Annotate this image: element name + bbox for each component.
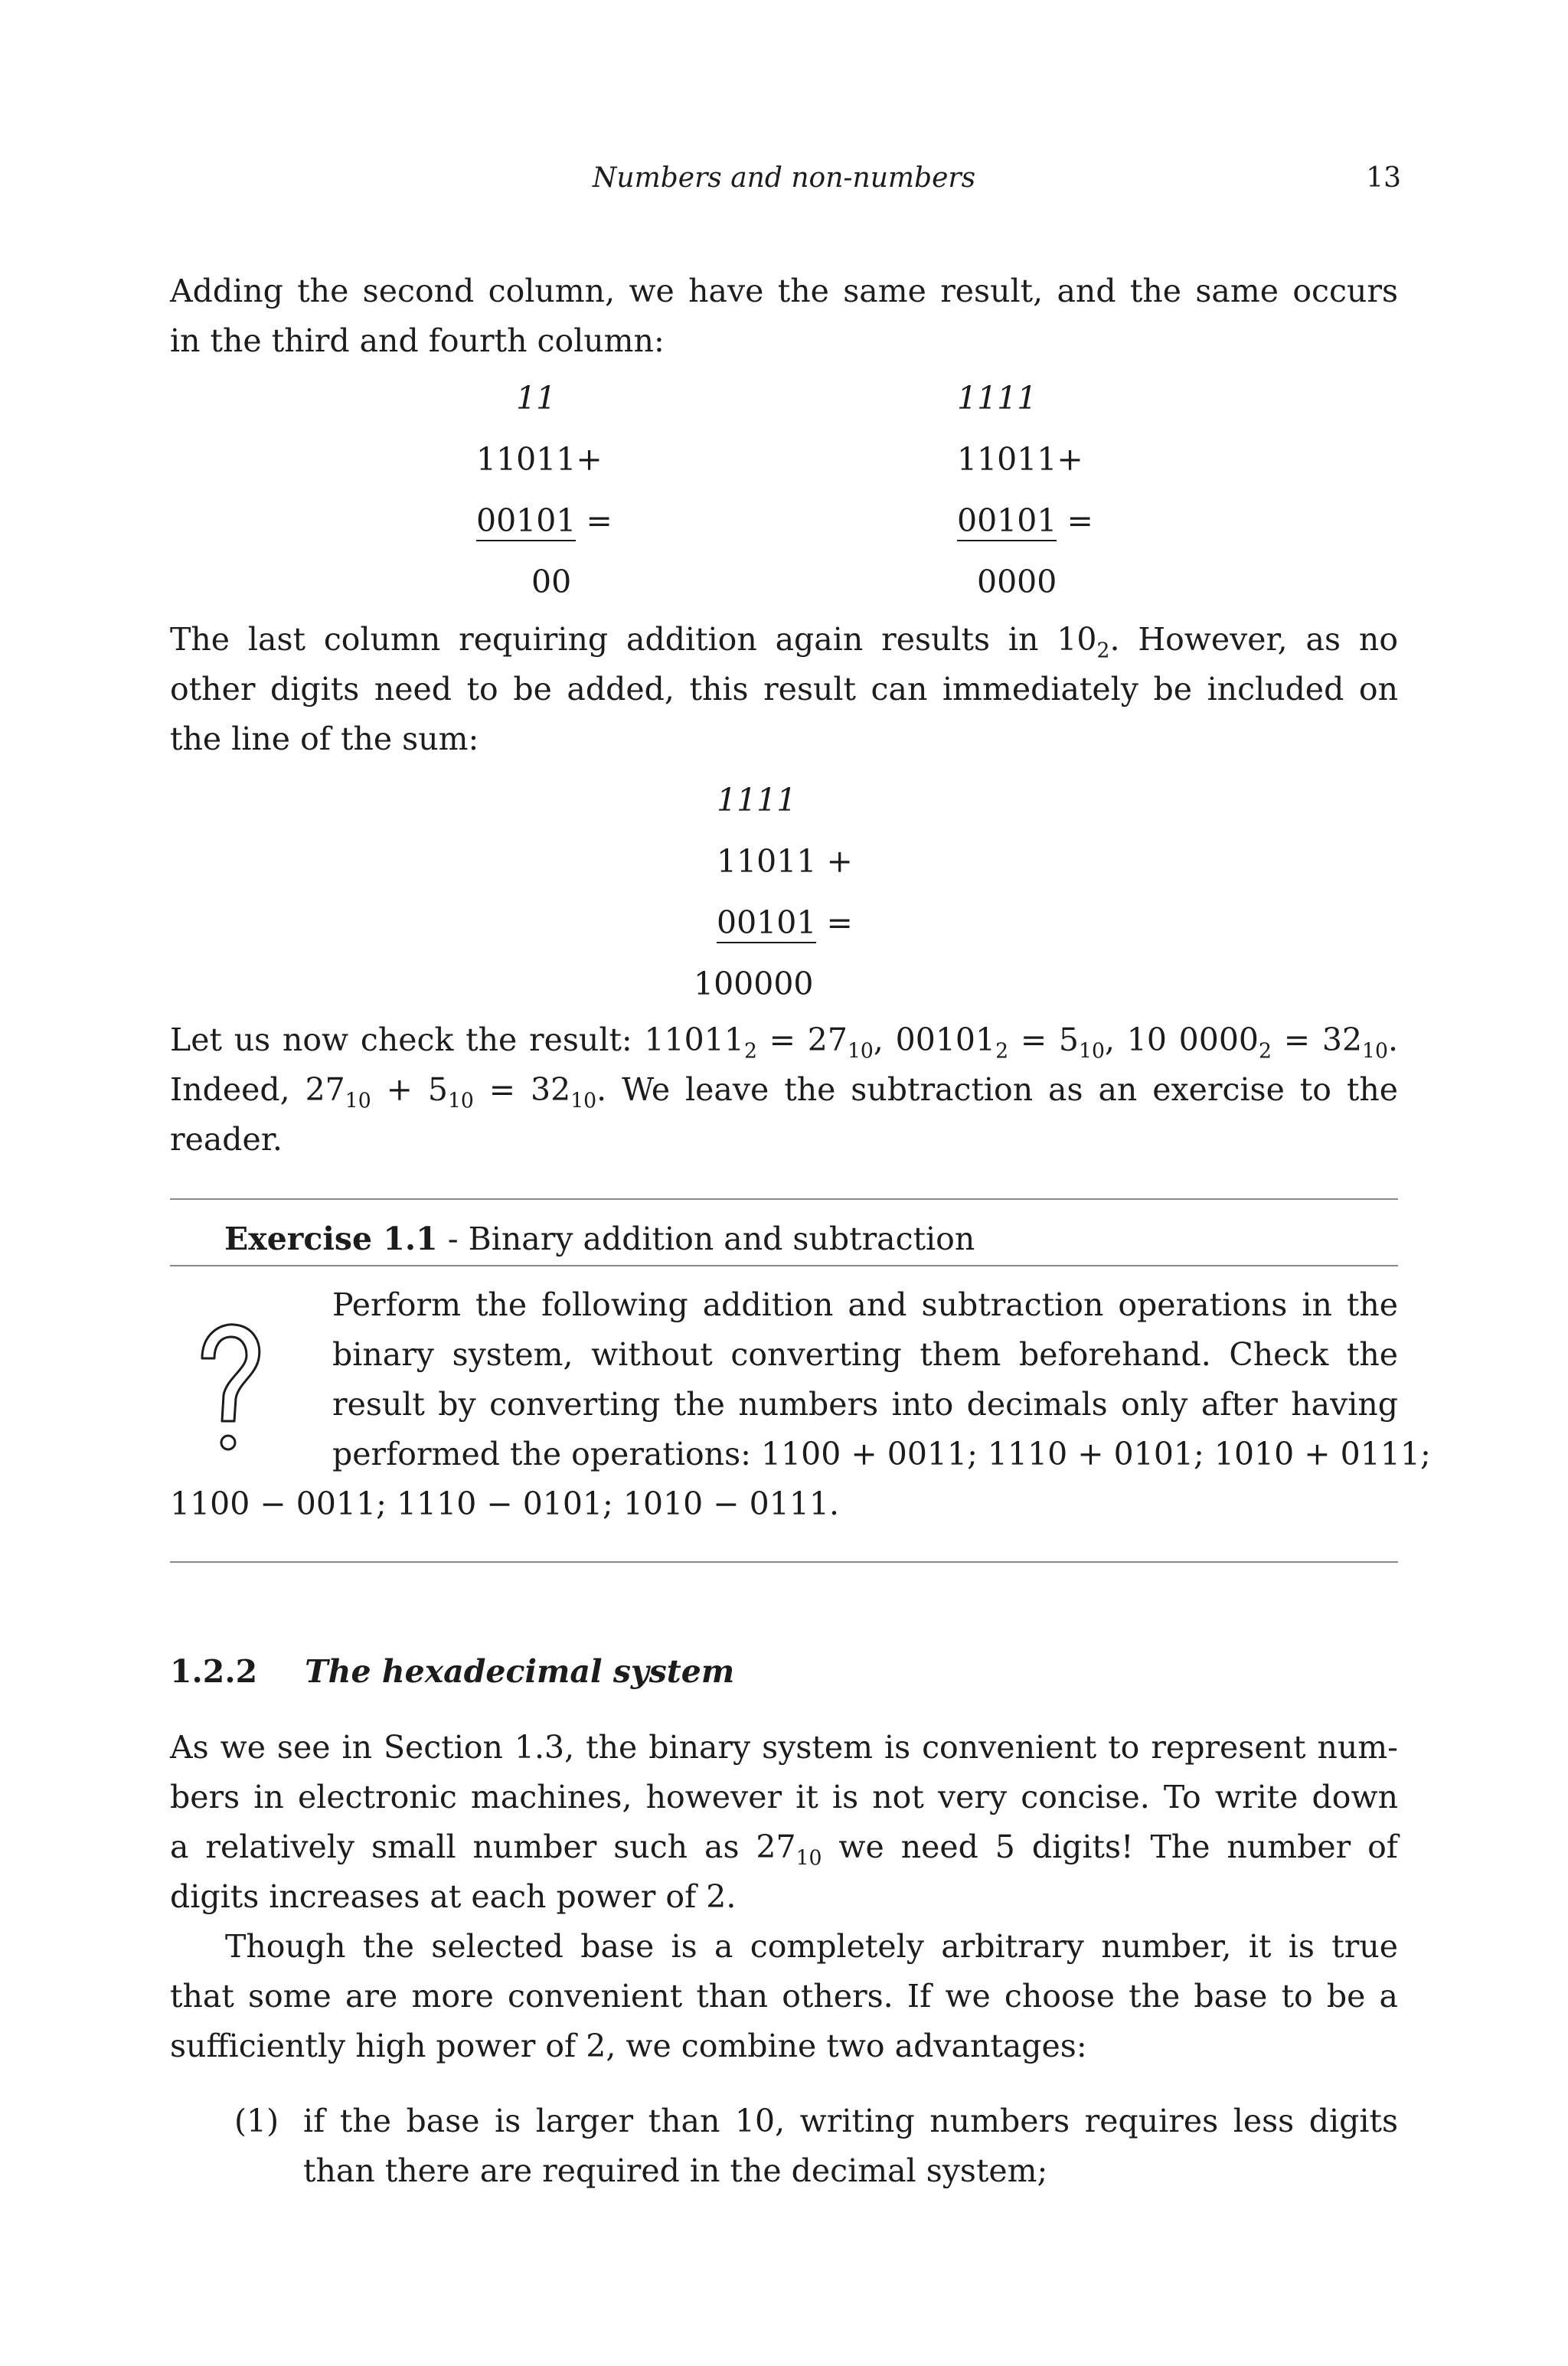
carry-digits: 1111 — [717, 782, 797, 819]
text-line: than there are required in the decimal system; — [303, 2152, 1048, 2189]
text-line: digits increases at each power of 2. — [170, 1878, 737, 1915]
running-header-title: Numbers and non-numbers — [592, 162, 976, 194]
section-heading — [170, 1647, 734, 1697]
text-line: Adding the second column, we have the same result, and the same occurs — [170, 273, 1398, 309]
intro-paragraph — [170, 266, 1398, 366]
text-line: the line of the sum: — [170, 721, 479, 757]
exercise-label: Exercise 1.1 — [224, 1221, 438, 1257]
partial-sum: 00 — [531, 564, 572, 600]
addend-bottom: 00101 — [476, 502, 576, 541]
addend-bottom: 00101 — [957, 502, 1057, 541]
partial-sum: 0000 — [977, 564, 1057, 600]
equals-sign: = — [586, 502, 612, 539]
list-item — [303, 2096, 1398, 2196]
text-line: bers in electronic machines, however it is not very concise. To write down — [170, 1779, 1398, 1815]
check-paragraph — [170, 1015, 1398, 1165]
text-line: binary system, without converting them beforehand. Check the — [332, 1336, 1398, 1373]
section-title: The hexadecimal system — [305, 1653, 735, 1690]
exercise-top-rule — [170, 1198, 1398, 1200]
question-mark-icon — [191, 1319, 265, 1455]
section-paragraph-1 — [170, 1723, 1398, 1922]
text-line: As we see in Section 1.3, the binary system is convenient to represent num- — [170, 1729, 1398, 1766]
exercise-bottom-rule — [170, 1561, 1398, 1563]
addend-bottom: 00101 — [717, 904, 816, 943]
sum-result: 100000 — [694, 966, 814, 1002]
equals-sign: = — [1067, 502, 1093, 539]
text-line: that some are more convenient than others. If we choose the base to be a — [170, 1978, 1398, 2015]
addend-top: 11011+ — [476, 441, 603, 478]
addend-bottom-row — [957, 496, 1093, 546]
last-column-paragraph — [170, 615, 1398, 764]
exercise-title — [224, 1214, 975, 1264]
text-line: performed the operations: 1100 + 0011; 1110 + 0101; 1010 + 0111; — [332, 1436, 1431, 1472]
text-line: reader. — [170, 1121, 283, 1158]
text-line: in the third and fourth column: — [170, 322, 665, 359]
text-line: a relatively small number such as $27_{10}$ we need 5 digits! The number of — [170, 1828, 1398, 1871]
exercise-body — [332, 1280, 1431, 1479]
section-paragraph-2 — [170, 1922, 1398, 2071]
addend-top: 11011 + — [717, 843, 853, 880]
carry-digits: 11 — [516, 380, 557, 417]
text-line: Though the selected base is a completely arbitrary number, it is true — [225, 1928, 1398, 1965]
text-line: other digits need to be added, this result can immediately be included on — [170, 671, 1398, 708]
text-line: Indeed, $27_{10} + 5_{10} = 32_{10}$. We leave the subtraction as an exercise to the — [170, 1071, 1399, 1113]
text-line: The last column requiring addition again results in $10_2$. However, as no — [170, 621, 1398, 663]
section-number: 1.2.2 — [170, 1653, 258, 1690]
addend-bottom-row — [476, 496, 612, 546]
exercise-body-last-line: 1100 − 0011; 1110 − 0101; 1010 − 0111. — [170, 1485, 840, 1522]
exercise-title-rule — [170, 1265, 1398, 1266]
text-line: Perform the following addition and subtraction operations in the — [332, 1286, 1398, 1323]
equals-sign: = — [826, 904, 853, 941]
addend-bottom-row — [717, 898, 853, 948]
page-number: 13 — [1366, 162, 1401, 194]
addend-top: 11011+ — [957, 441, 1083, 478]
text-line: sufficiently high power of 2, we combine two advantages: — [170, 2028, 1087, 2064]
exercise-subject: - Binary addition and subtraction — [437, 1221, 975, 1257]
text-line: if the base is larger than 10, writing numbers requires less digits — [303, 2103, 1398, 2139]
text-line: Let us now check the result: $11011_2 = 27_{10}$, $00101_2 = 5_{10}$, 10 $0000_2 = 32_{10}$. — [170, 1021, 1398, 1064]
text-line: result by converting the numbers into decimals only after having — [332, 1386, 1398, 1423]
list-item-number: (1) — [234, 2103, 279, 2139]
carry-digits: 1111 — [957, 380, 1037, 417]
